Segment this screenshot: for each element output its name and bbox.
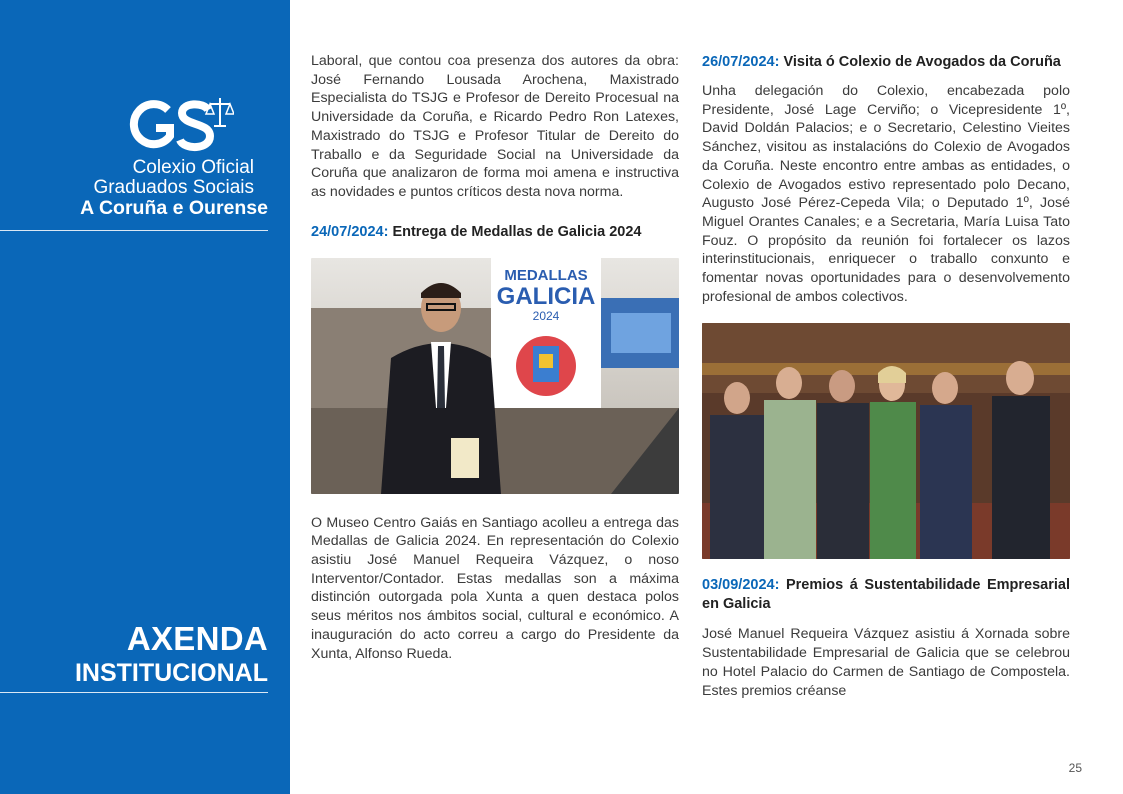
- medallas-paragraph: O Museo Centro Gaiás en Santiago acolleu a entrega das Medallas de Galicia 2024. En representación do Colexio asistiu José Manuel Requeira Vázquez, o noso Interventor/Contador. Estas medallas son a máxima distinción outorgada pola Xunta a quen destaca polos seus méritos nos ámbitos social, cultural e económico. A inauguración do acto correu a cargo do Presidente da Xunta, Alfonso Rueda.: [311, 514, 679, 662]
- event-heading-avogados: [702, 53, 1070, 72]
- galicia-crest-icon: [516, 336, 576, 396]
- premios-paragraph: José Manuel Requeira Vázquez asistiu á Xornada sobre Sustentabilidade Empresarial de Galicia que se celebrou no Hotel Palacio do Carmen de Santiago de Compostela. Estes premios créanse: [702, 626, 1070, 699]
- section-title: [75, 620, 268, 688]
- gs-scales-logo-icon: [124, 96, 234, 156]
- avogados-photo: [702, 323, 1070, 559]
- event-title: Entrega de Medallas de Galicia 2024: [392, 223, 642, 240]
- section-title-institucional: INSTITUCIONAL: [74, 659, 268, 687]
- event-heading-medallas: [311, 223, 679, 242]
- avogados-group-image: [702, 323, 1070, 559]
- medallas-event-image: [311, 258, 679, 494]
- sidebar: [0, 0, 290, 794]
- logo-line-3: A Coruña e Ourense: [80, 197, 268, 219]
- page-number: 25: [1068, 761, 1082, 775]
- event-title: Visita ó Colexio de Avogados da Coruña: [783, 54, 1061, 70]
- logo-line-2: Graduados Sociais: [93, 177, 254, 198]
- colexio-logo: [78, 96, 268, 220]
- sidebar-divider-top: [0, 230, 268, 231]
- left-column: [311, 52, 679, 663]
- event-date: 24/07/2024:: [311, 223, 389, 240]
- banner-text-galicia: GALICIA: [496, 282, 596, 310]
- event-title: Premios á Sustentabilidade Empresarial en Galicia: [702, 577, 1071, 613]
- sidebar-divider-bottom: [0, 692, 268, 693]
- event-date: 26/07/2024:: [702, 54, 780, 70]
- banner-text-year: 2024: [532, 308, 560, 323]
- intro-paragraph: Laboral, que contou coa presenza dos autores da obra: José Fernando Lousada Arochena, Maxistrado Especialista do TSJG e Profesor de Dereito Procesual na Universidade da Coruña, e Ricardo Pedro Ron Latexes, Maxistrado do TSJG e Profesor Titular de Dereito do Traballo e da Seguridade Social na Universidade da Coruña que analizaron de forma moi amena e instructiva as novidades e puntos críticos desta nova norma.: [311, 53, 679, 200]
- medallas-photo: [311, 258, 679, 494]
- right-column: [702, 53, 1070, 700]
- section-title-axenda: AXENDA: [126, 620, 268, 657]
- logo-line-1: Colexio Oficial: [132, 157, 254, 178]
- event-heading-premios: [702, 576, 1070, 614]
- banner-text-medallas: MEDALLAS: [504, 266, 588, 284]
- event-date: 03/09/2024:: [702, 577, 780, 594]
- avogados-paragraph: Unha delegación do Colexio, encabezada polo Presidente, José Lage Cerviño; o Vicepresidente 1º, David Doldán Palacios; e o Secretario, Celestino Vieites Sánchez, visitou as instalacións do Colexio de Avogados da Coruña. Neste encontro entre ambas as entidades, o Colexio de Avogados estivo representado polo Decano, Augusto José Pérez-Cepeda Vila; o Deputado 1º, José Miguel Orantes Canales; e a Secretaria, María Luisa Tato Fouz. O propósito da reunión foi fortalecer os lazos interinstitucionais, enriquecer o traballo conxunto e fomentar novas oportunidades para o desenvolvemento profesional de ambos colectivos.: [702, 83, 1070, 305]
